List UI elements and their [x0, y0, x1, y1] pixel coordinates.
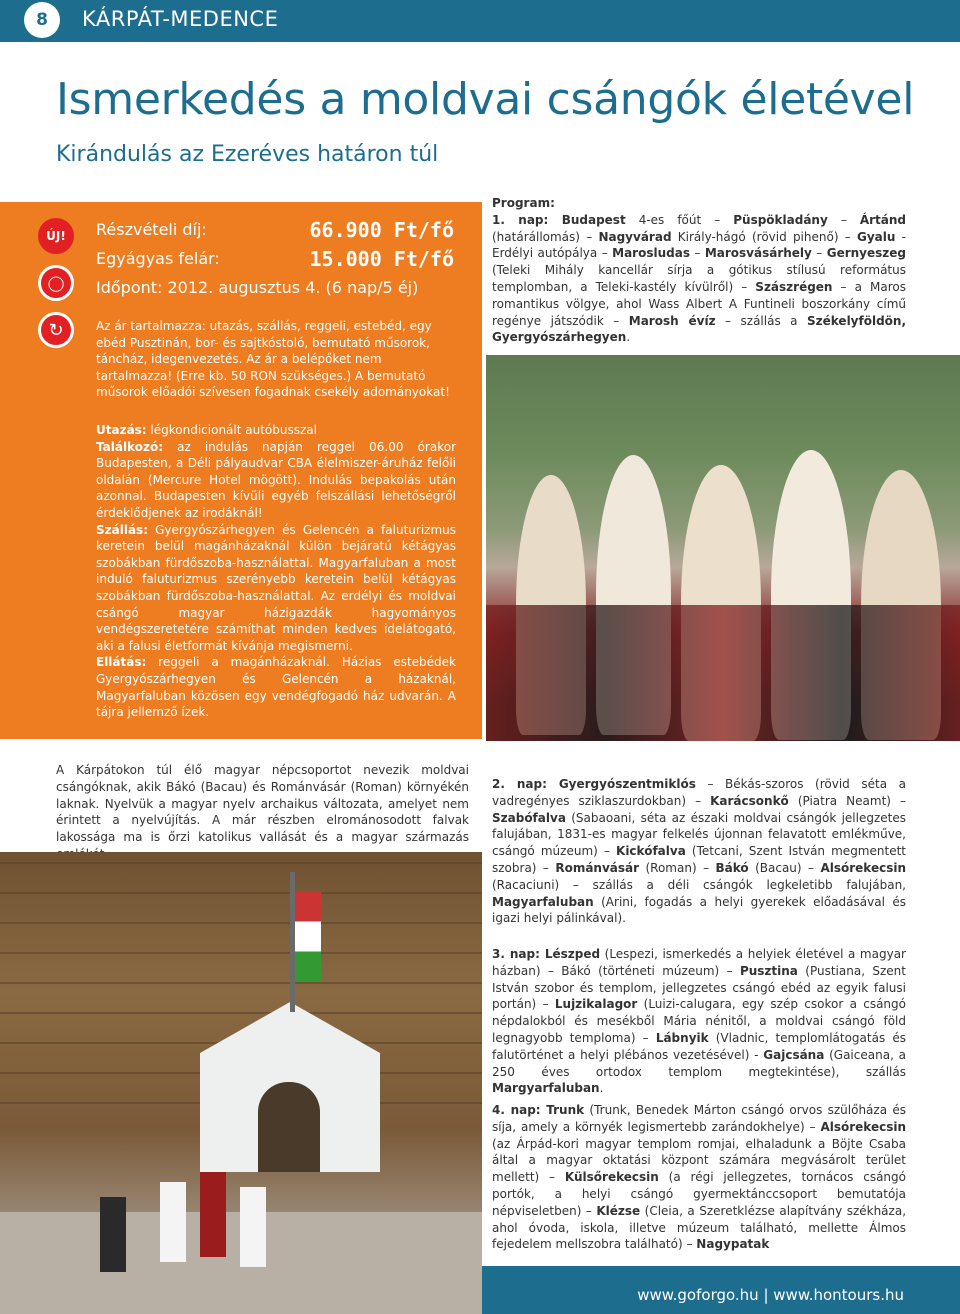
program-text: (Pustiana, Szent István szobor és templom, jellegzetes csángó ebéd az egyik falusi portán) –: [492, 963, 906, 1012]
program-text: (Cleia, a Szeretklézse alapítvány székháza, ahol óvoda, iskola, illetve múzeum található, mellette Álmos fejedelem mellszobra található) –: [492, 1203, 907, 1252]
intro-text: A Kárpátokon túl élő magyar népcsoportot nevezik moldvai csángóknak, akik Bákó (Bacau) és Románvásár (Roman) környékén laknak. Nyelvük a magyar nyelv archaikus változata, amelyet nem érintett a nyelvújítás. A már részben elrománosodott falvak lakossága ma is őrzi katolikus vallását és a magyar származás: [56, 763, 469, 845]
day4-text: [492, 1102, 906, 1253]
program-text: – szállás a: [715, 313, 807, 328]
photo-csango-women: [486, 355, 960, 741]
fee-value: 66.900 Ft/fő: [309, 218, 454, 242]
place-name: Gernyeszeg: [826, 246, 906, 261]
program-text: (Roman) –: [639, 860, 716, 875]
program-text: (Tetcani, Szent István megmentett szobra) –: [492, 844, 906, 875]
place-name: 3. nap: Lészped: [492, 947, 601, 961]
program-text: – a Maros romantikus völgye, ahol Wass Albert A Funtineli boszorkány című regénye játszódik –: [492, 279, 906, 328]
program-text: (határállomás) –: [492, 229, 599, 244]
single-label: Egyágyas felár:: [96, 249, 220, 268]
place-name: Gajcsána: [763, 1047, 825, 1062]
program-text: (Piatra Neamt) –: [788, 793, 906, 808]
place-name: Nagyvárad: [598, 229, 672, 244]
program-text: (Racaciuni) – szállás a déli csángók legkeletibb falujában,: [492, 877, 906, 892]
program-text: (Trunk, Benedek Márton csángó orvos szülőháza és síja, amely a környék legismertebb zarándokhelye) –: [492, 1103, 906, 1134]
place-name: Margyarfaluban: [492, 1081, 600, 1096]
program-text: (Teleki Mihály kancellár sírja a gótikus stílusú református templomban, a Teleki-kastély kívülről) –: [492, 263, 906, 294]
program-text: (Gaiceana, a 250 éves ortodox templom megtekintése), szállás: [492, 1047, 907, 1079]
place-name: Pusztina: [739, 963, 798, 978]
page-subtitle: Kirándulás az Ezeréves határon túl: [56, 142, 439, 167]
page-number: 8: [24, 2, 60, 38]
place-name: Püspökladány: [733, 212, 828, 227]
day1-text: [492, 212, 906, 346]
date-label: Időpont: 2012. augusztus 4. (6 nap/5 éj): [96, 278, 419, 297]
utazas-text: légkondicionált autóbusszal: [146, 423, 317, 437]
fee-label: Részvételi díj:: [96, 220, 207, 239]
program-text: –: [811, 246, 827, 261]
section-title: KÁRPÁT-MEDENCE: [82, 7, 279, 31]
place-name: 2. nap: Gyergyószentmiklós: [492, 777, 696, 791]
place-name: Marosvásárhely: [704, 246, 812, 261]
program-text: (Arini, fogadás a helyi gyerekek előadásával és igazi helyi pálinkával).: [492, 894, 906, 926]
place-name: Marosludas: [612, 246, 690, 261]
place-name: Karácsonkő: [710, 793, 789, 808]
talalkozo-label: Találkozó:: [96, 439, 163, 454]
place-name: Szászrégen: [755, 279, 833, 294]
program-text: - Erdélyi autópálya –: [492, 229, 906, 261]
utazas-label: Utazás:: [96, 423, 147, 437]
place-name: Székelyföldön, Gyergyószárhegyen: [492, 313, 907, 345]
place-name: Alsórekecsin: [820, 1119, 906, 1134]
heritage-icon: ◯: [38, 265, 74, 301]
place-name: Kickófalva: [616, 844, 686, 859]
included-text: Az ár tartalmazza: utazás, szállás, reggeli, estebéd, egy ebéd Pusztinán, bor- és sajtkóstoló, bemutató műsorok, táncház, idegenvezetés. Az ár a belépőket nem tartalmazza! (Erre kb. 50 RON szükséges.) A bemutató műsorok előadói szívesen fogadnak csekély adományokat!: [96, 319, 450, 400]
program-text: (a régi jellegzetes, tornácos csángó portók, a helyi csángó gyermektánccsoport bemutatója népviseletben) –: [492, 1170, 906, 1218]
day2-text: [492, 776, 906, 927]
place-name: Nagypatak: [696, 1237, 770, 1252]
program-text: (Lespezi, ismerkedés a helyiek életével a magyar házban) – Bákó (történeti múzeum) –: [492, 947, 906, 978]
place-name: Alsórekecsin: [820, 860, 907, 875]
place-name: Külsőrekecsin: [564, 1170, 659, 1185]
program-text: (Bacau) –: [748, 860, 821, 875]
program-day1: [492, 195, 906, 346]
place-name: Románvásár: [555, 860, 640, 875]
talalkozo-text: az indulás napján reggel 06.00 órakor Budapesten, a Déli pályaudvar CBA élelmiszer-áruház felőli oldalán (Mercure Hotel mögött). Indulás bepakolás után azonnal. Budapesten kívüli egyéb felszállási lehetőségről érdeklődjenek az irodáknál!: [96, 439, 456, 520]
szallas-text: Gyergyószárhegyen és Gelencén a faluturizmus keretein belül magánházaknál külön bejáratú kétágyas szobákban fürdőszoba-használattal. Magyarfaluban a most induló faluturizmus szerényebb keretein belül kétágyas szobákban fürdőszoba-használattal. Az erdélyi és moldvai csángó magyar házigazdák hagyományos vendégszeretetére számíthat minden kedves idelátogató, aki a falusi életformát kívánja megismerni.: [96, 522, 456, 653]
szallas-label: Szállás:: [96, 522, 148, 537]
new-badge-icon: ÚJ!: [38, 218, 74, 254]
day3-text: [492, 946, 906, 1097]
program-text: .: [599, 1081, 604, 1096]
page-title: Ismerkedés a moldvai csángók életével: [56, 74, 915, 125]
place-name: Magyarfaluban: [492, 894, 594, 909]
place-name: Marosh évíz: [628, 313, 716, 328]
single-value: 15.000 Ft/fő: [309, 247, 454, 271]
program-text: 4-es főút –: [625, 212, 734, 227]
place-name: 4. nap: Trunk: [492, 1103, 585, 1117]
place-name: Lábnyik: [655, 1030, 709, 1045]
place-name: Bákó: [715, 860, 749, 875]
program-text: (az Árpád-kori magyar templom romjai, elhaladunk a Böjte Csaba által a magyar oktatási központ számára megvásárolt terület mellett) –: [492, 1136, 906, 1185]
travel-info: [96, 422, 456, 721]
place-name: 1. nap: Budapest: [492, 212, 626, 227]
program-text: –: [689, 246, 705, 261]
program-heading: Program:: [492, 196, 555, 210]
place-name: Klézse: [596, 1203, 641, 1218]
place-name: Szabófalva: [492, 810, 566, 825]
program-text: Király-hágó (rövid pihenő) –: [671, 229, 857, 244]
program-text: (Vladnic, templomlátogatás és falutörténet a helyi plébános vezetésével) -: [492, 1030, 906, 1062]
place-name: Ártánd: [859, 212, 906, 227]
program-text: (Luizi-calugara, egy szép csokor a csángó népdalokból és mesékből Mária nénitől, a moldvai csángó föld legnagyobb temploma) –: [492, 997, 906, 1045]
place-name: Gyalu: [856, 229, 896, 244]
program-text: (Sabaoani, séta az északi moldvai csángók jellegzetes falujában, 1831-es magyar felkelés újonnan felavatott emlékműve, csángó múzeum) –: [492, 810, 906, 859]
program-text: – Békás-szoros (rövid séta a vadregényes sziklaszurdokban) –: [492, 777, 906, 808]
ellatas-text: reggeli a magánházaknál. Házias estebédek Gyergyószárhegyen és Gelencén a házaknál, Magyarfaluban közösen egy vendégfogadó ház udvarán. A tájra jellemző ízek.: [96, 655, 456, 720]
program-text: –: [827, 212, 860, 227]
photo-church: [0, 852, 482, 1314]
refresh-icon: ↻: [38, 312, 74, 348]
program-text: .: [626, 330, 631, 345]
place-name: Lujzikalagor: [554, 997, 638, 1012]
footer-links[interactable]: www.goforgo.hu | www.hontours.hu: [637, 1286, 904, 1304]
ellatas-label: Ellátás:: [96, 655, 147, 670]
